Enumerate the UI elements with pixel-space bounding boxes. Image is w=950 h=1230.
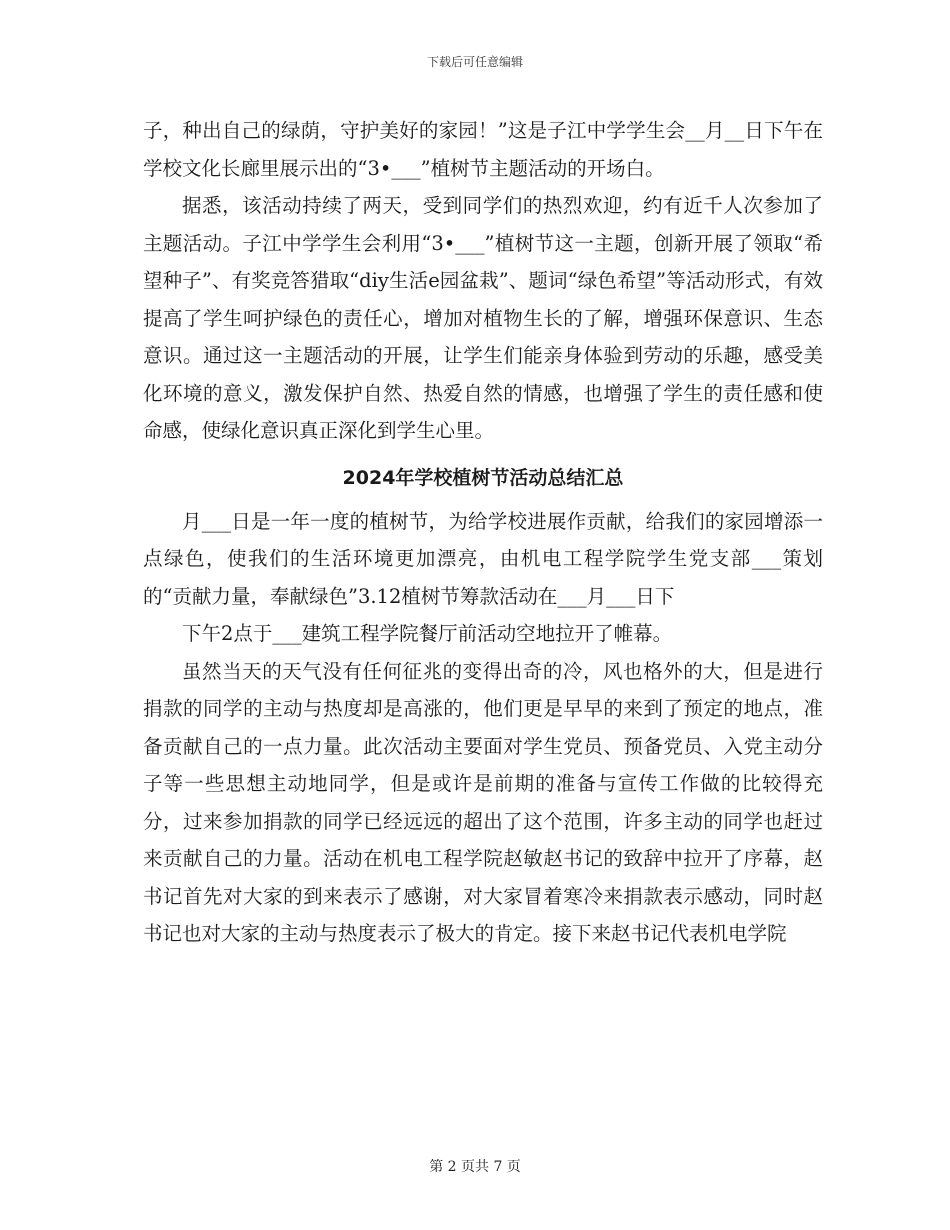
- paragraph: 子，种出自己的绿荫，守护美好的家园！”这是子江中学学生会__月__日下午在学校文化长廊里展示出的“3•___”植树节主题活动的开场白。: [143, 119, 823, 180]
- paragraph: 虽然当天的天气没有任何征兆的变得出奇的冷，风也格外的大，但是进行捐款的同学的主动与热度却是高涨的，他们更是早早的来到了预定的地点，准备贡献自己的一点力量。此次活动主要面对学生党员、预备党员、入党主动分子等一些思想主动地同学，但是或许是前期的准备与宣传工作做的比较得充分，过来参加捐款的同学已经远远的超出了这个范围，许多主动的同学也赶过来贡献自己的力量。活动在机电工程学院赵敏赵书记的致辞中拉开了序幕，赵书记首先对大家的到来表示了感谢，对大家冒着寒冷来捐款表示感动，同时赵书记也对大家的主动与热度表示了极大的肯定。接下来赵书记代表机电学院: [143, 659, 823, 945]
- page-footer: 第 2 页共 7 页: [429, 1159, 521, 1175]
- section-title: 2024年学校植树节活动总结汇总: [342, 466, 624, 489]
- paragraph: 下午2点于___建筑工程学院餐厅前活动空地拉开了帷幕。: [182, 622, 673, 645]
- document-body: [143, 112, 823, 953]
- page-header: 下载后可任意编辑: [426, 55, 523, 69]
- paragraph: 据悉，该活动持续了两天，受到同学们的热烈欢迎，约有近千人次参加了主题活动。子江中学学生会利用“3•___”植树节这一主题，创新开展了领取“希望种子”、有奖竞答猎取“diy生活e园盆栽”、题词“绿色希望”等活动形式，有效提高了学生呵护绿色的责任心，增加对植物生长的了解，增强环保意识、生态意识。通过这一主题活动的开展，让学生们能亲身体验到劳动的乐趣，感受美化环境的意义，激发保护自然、热爱自然的情感，也增强了学生的责任感和使命感，使绿化意识真正深化到学生心里。: [143, 194, 823, 442]
- paragraph: 月___日是一年一度的植树节，为给学校进展作贡献，给我们的家园增添一点绿色，使我们的生活环境更加漂亮，由机电工程学院学生党支部___策划的“贡献力量，奉献绿色”3.12植树节筹款活动在___月___日下: [143, 509, 823, 608]
